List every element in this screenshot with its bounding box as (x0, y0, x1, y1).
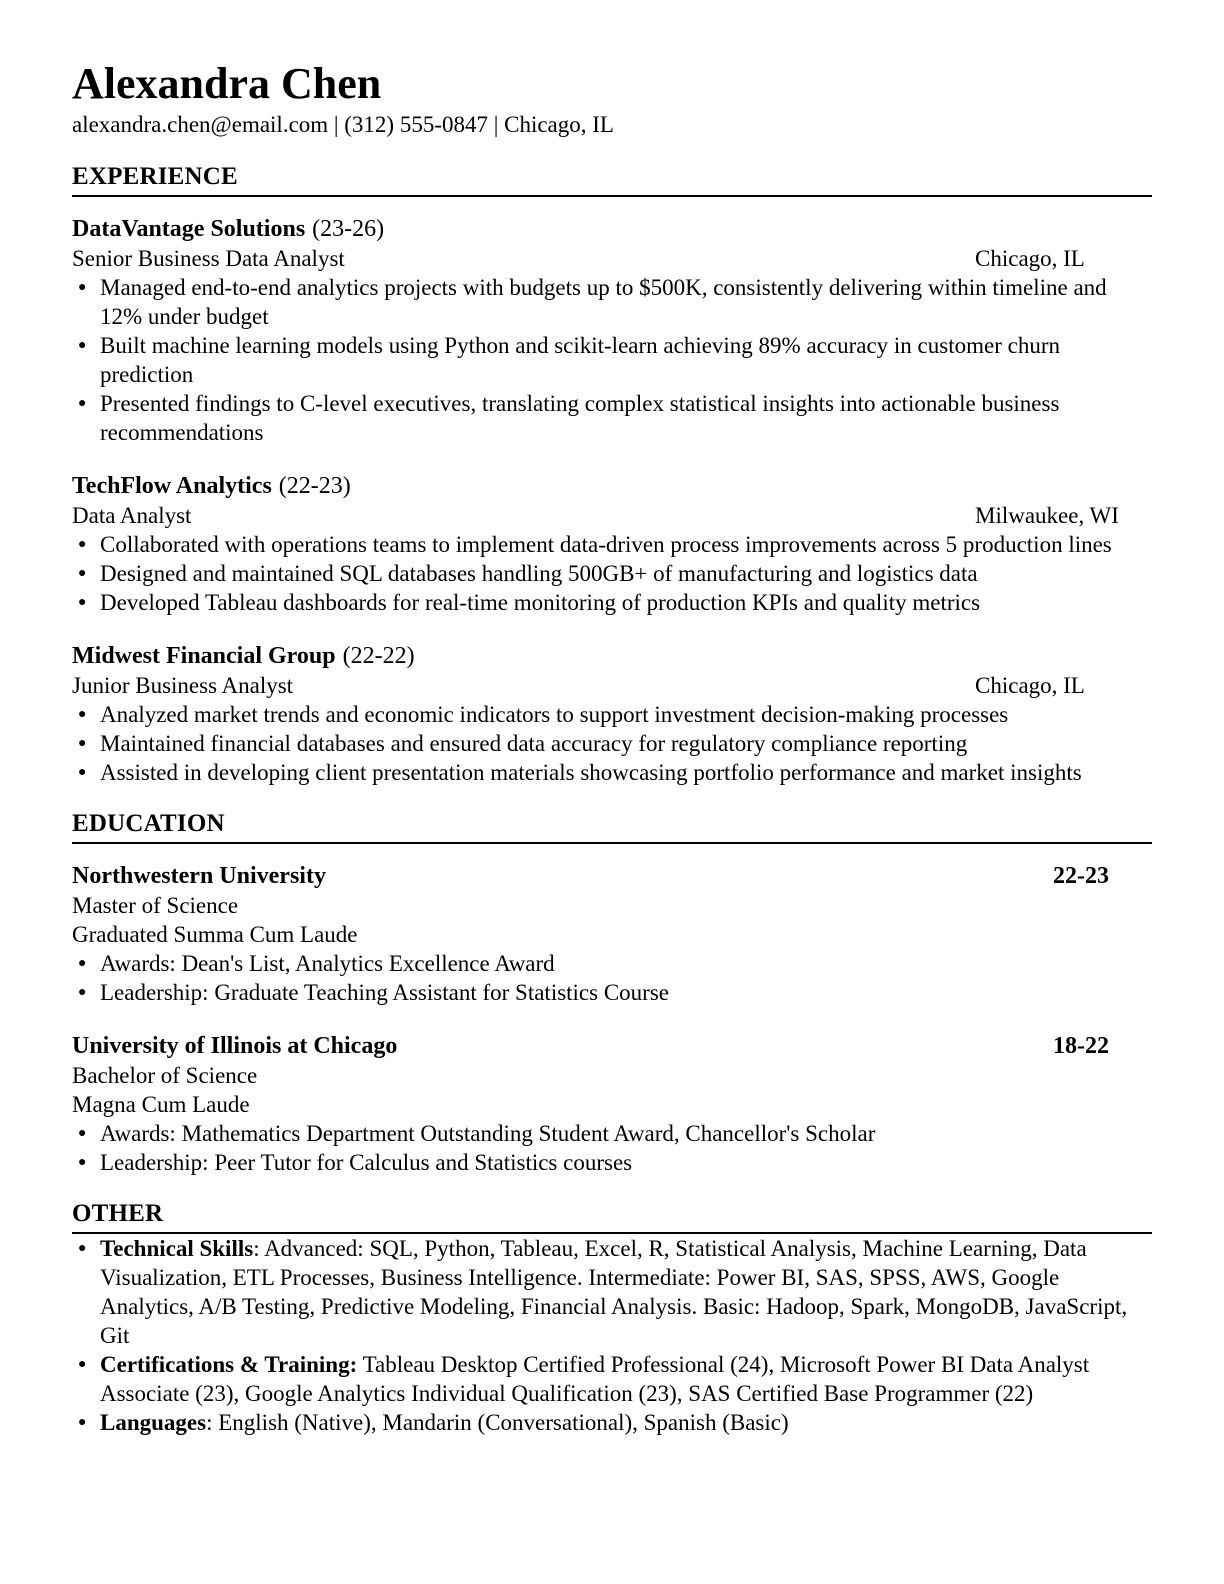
honors: Graduated Summa Cum Laude (72, 922, 358, 947)
job-location: Chicago, IL (975, 673, 1085, 698)
school-entry (72, 1031, 1152, 1177)
bullet-item: ● Analyzed market trends and economic indicators to support investment decision-making processes (72, 700, 1152, 729)
job-title: Data Analyst (72, 503, 192, 528)
candidate-name: Alexandra Chen (72, 59, 382, 108)
bullet-item: ● Leadership: Peer Tutor for Calculus and Statistics courses (72, 1148, 1152, 1177)
other-item-languages (72, 1408, 1152, 1437)
other-separator: : (253, 1236, 265, 1261)
bullet-list (72, 700, 1152, 787)
job-title: Senior Business Data Analyst (72, 246, 345, 271)
school-dates: 18-22 (1053, 1033, 1109, 1059)
school-line (72, 1031, 1152, 1061)
company-name: TechFlow Analytics (72, 473, 272, 499)
bullet-item: ● Assisted in developing client presentation materials showcasing portfolio performance and market insights (72, 758, 1152, 787)
job-entry (72, 471, 1152, 617)
contact-line: alexandra.chen@email.com | (312) 555-0847 | Chicago, IL (72, 112, 614, 137)
bullet-item: ● Managed end-to-end analytics projects with budgets up to $500K, consistently delivering within timeline and 12% under budget (72, 273, 1152, 331)
company-line (72, 214, 1152, 244)
job-dates: (22-23) (278, 473, 351, 499)
other-text: Advanced: SQL, Python, Tableau, Excel, R, Statistical Analysis, Machine Learning, Data Visualization, ETL Processes, Business Intelligence. Intermediate: Power BI, SAS, SPSS, AWS, Google Analytics, A/B Testing, Predictive Modeling, Financial Analysis. Basic: Hadoop, Spark, MongoDB, JavaScript, Git (100, 1236, 1128, 1348)
school-name: University of Illinois at Chicago (72, 1033, 398, 1059)
job-location: Chicago, IL (975, 246, 1085, 271)
section-other (72, 1201, 1152, 1437)
section-experience (72, 164, 1152, 787)
bullet-list (72, 949, 1152, 1007)
job-entry (72, 641, 1152, 787)
bullet-item: ● Collaborated with operations teams to implement data-driven process improvements across 5 production lines (72, 530, 1152, 559)
bullet-item: ● Developed Tableau dashboards for real-time monitoring of production KPIs and quality metrics (72, 588, 1152, 617)
company-line (72, 641, 1152, 671)
bullet-item: ● Built machine learning models using Python and scikit-learn achieving 89% accuracy in customer churn prediction (72, 331, 1152, 389)
school-line (72, 861, 1152, 891)
experience-heading: EXPERIENCE (72, 164, 1152, 197)
other-list (72, 1234, 1152, 1437)
company-name: DataVantage Solutions (72, 216, 306, 242)
bullet-item: ● Presented findings to C-level executives, translating complex statistical insights into actionable business recommendations (72, 389, 1152, 447)
section-education (72, 811, 1152, 1177)
bullet-item: ● Leadership: Graduate Teaching Assistant for Statistics Course (72, 978, 1152, 1007)
bullet-list (72, 530, 1152, 617)
other-text: Tableau Desktop Certified Professional (24), Microsoft Power BI Data Analyst Associate (23), Google Analytics Individual Qualification (23), SAS Certified Base Programmer (22) (100, 1352, 1090, 1406)
bullet-list (72, 273, 1152, 447)
bullet-item: ● Awards: Dean's List, Analytics Excellence Award (72, 949, 1152, 978)
bullet-list (72, 1119, 1152, 1177)
education-heading: EDUCATION (72, 811, 1152, 844)
other-heading: OTHER (72, 1201, 1152, 1234)
job-location: Milwaukee, WI (975, 503, 1119, 528)
title-line (72, 501, 1152, 530)
company-name: Midwest Financial Group (72, 643, 336, 669)
school-entry (72, 861, 1152, 1007)
title-line (72, 671, 1152, 700)
job-entry (72, 214, 1152, 447)
bullet-item: ● Designed and maintained SQL databases handling 500GB+ of manufacturing and logistics data (72, 559, 1152, 588)
other-label: Certifications & Training: (100, 1352, 358, 1377)
school-name: Northwestern University (72, 863, 326, 889)
other-separator: : (206, 1410, 219, 1435)
title-line (72, 244, 1152, 273)
other-label: Languages (100, 1410, 207, 1435)
company-line (72, 471, 1152, 501)
job-dates: (22-22) (342, 643, 415, 669)
job-dates: (23-26) (312, 216, 385, 242)
other-item-technical-skills (72, 1234, 1152, 1350)
other-text: English (Native), Mandarin (Conversational), Spanish (Basic) (218, 1410, 789, 1435)
degree: Bachelor of Science (72, 1063, 258, 1088)
bullet-item: ● Maintained financial databases and ensured data accuracy for regulatory compliance reporting (72, 729, 1152, 758)
school-dates: 22-23 (1053, 863, 1109, 889)
honors: Magna Cum Laude (72, 1092, 250, 1117)
bullet-item: ● Awards: Mathematics Department Outstanding Student Award, Chancellor's Scholar (72, 1119, 1152, 1148)
degree: Master of Science (72, 893, 239, 918)
other-item-certifications (72, 1350, 1152, 1408)
other-label: Technical Skills (100, 1236, 254, 1261)
job-title: Junior Business Analyst (72, 673, 294, 698)
